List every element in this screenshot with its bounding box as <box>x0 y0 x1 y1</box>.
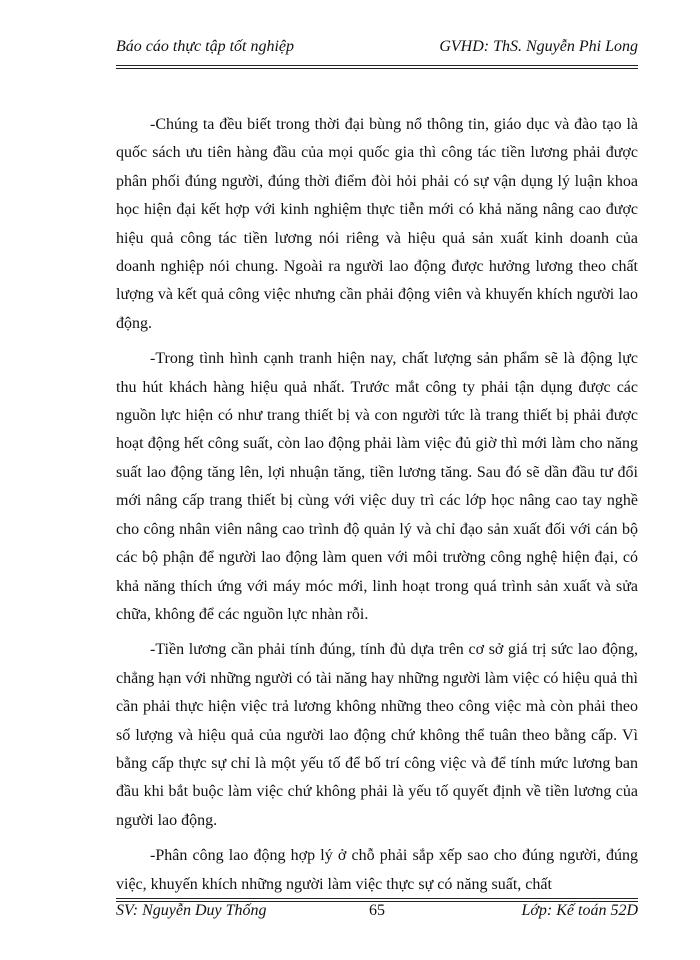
paragraph-2: -Trong tình hình cạnh tranh hiện nay, chất lượng sản phẩm sẽ là động lực thu hút khách hàng hiệu quả nhất. Trước mắt công ty phải tận dụng được các nguồn lực hiện có như trang thiết bị và con người tức là trang thiết bị phải được hoạt động hết công suất, còn lao động phải làm việc đủ giờ thì mới làm cho năng suất lao động tăng lên, lợi nhuận tăng, tiền lương tăng. Sau đó sẽ dần đầu tư đổi mới nâng cấp trang thiết bị cùng với việc duy trì các lớp học nâng cao tay nghề cho công nhân viên nâng cao trình độ quản lý và chỉ đạo sản xuất đối với cán bộ các bộ phận để người lao động làm quen với môi trường công nghệ hiện đại, có khả năng thích ứng với máy móc mới, linh hoạt trong quá trình sản xuất và sửa chữa, không để các nguồn lực nhàn rỗi. <box>116 350 638 623</box>
paragraph-3: -Tiền lương cần phải tính đúng, tính đủ dựa trên cơ sở giá trị sức lao động, chẳng hạn với những người có tài năng hay những người làm việc có hiệu quả thì cần phải thực hiện việc trả lương không những theo công việc mà còn phải theo số lượng và hiệu quả của người lao động chứ không thể tuân theo bằng cấp. Vì bằng cấp thực sự chỉ là một yếu tố để bố trí công việc và để tính mức lương ban đầu khi bắt buộc làm việc chứ không phải là yếu tố quyết định về tiền lương của người lao động. <box>116 641 638 829</box>
paragraph-1: -Chúng ta đều biết trong thời đại bùng nổ thông tin, giáo dục và đào tạo là quốc sách ưu tiên hàng đầu của mọi quốc gia thì công tác tiền lương phải được phân phối đúng người, đúng thời điểm đòi hỏi phải có sự vận dụng lý luận khoa học hiện đại kết hợp với kinh nghiệm thực tiễn mới có khả năng nâng cao được hiệu quả công tác tiền lương nói riêng và hiệu quả sản xuất kinh doanh của doanh nghiệp nói chung. Ngoài ra người lao động được hưởng lương theo chất lượng và kết quả công việc nhưng cần phải động viên và khuyến khích người lao động. <box>116 116 638 332</box>
page-number: 65 <box>369 902 385 919</box>
header-report-title: Báo cáo thực tập tốt nghiệp <box>116 38 295 55</box>
page-footer <box>116 902 638 928</box>
header-rule-double <box>116 68 638 69</box>
footer-class: Lớp: Kế toán 52D <box>521 902 638 919</box>
footer-rule <box>116 898 638 899</box>
footer-student: SV: Nguyễn Duy Thống <box>116 902 267 919</box>
body-text <box>116 111 638 906</box>
paragraph-4: -Phân công lao động hợp lý ở chỗ phải sắp xếp sao cho đúng người, đúng việc, khuyến khích những người làm việc thực sự có năng suất, chất <box>116 847 638 893</box>
page-header <box>116 38 638 64</box>
header-advisor: GVHD: ThS. Nguyễn Phi Long <box>439 38 638 55</box>
header-rule <box>116 65 638 66</box>
